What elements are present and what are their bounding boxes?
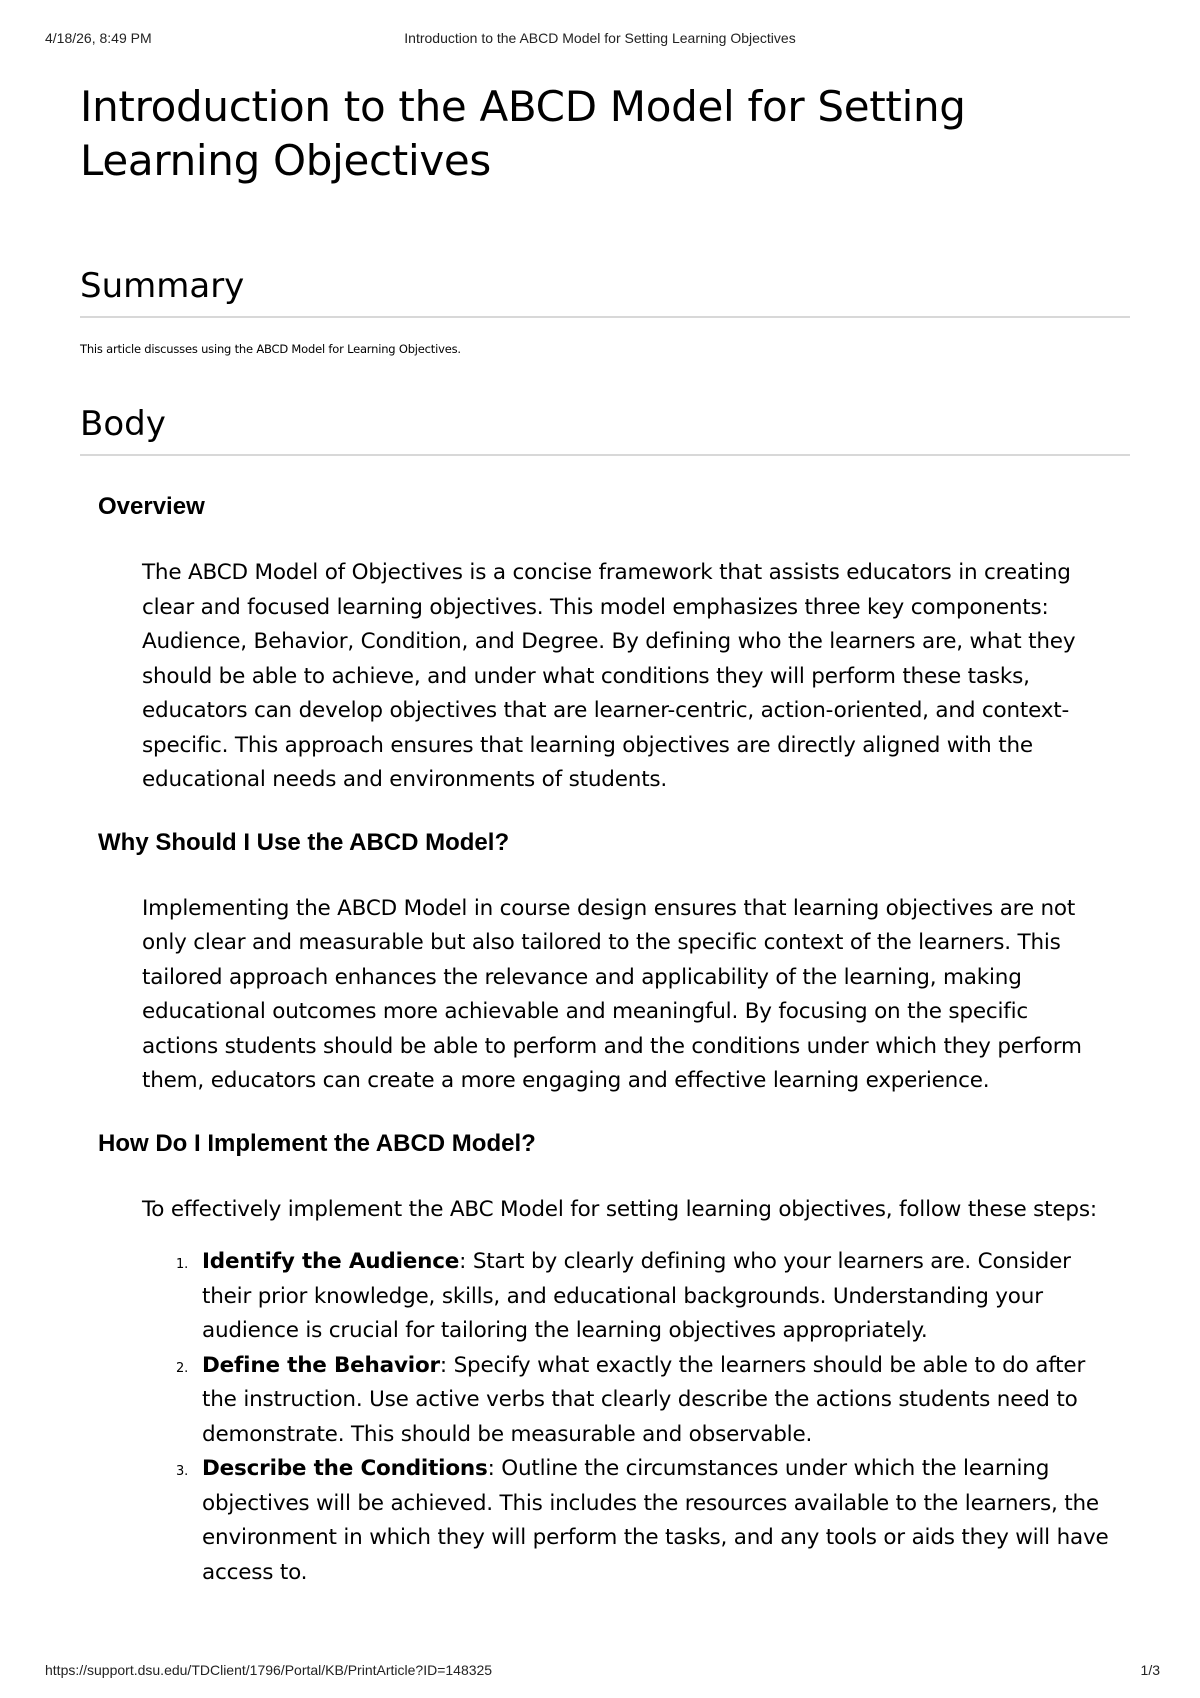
why-paragraph: Implementing the ABCD Model in course design ensures that learning objectives are not only clear and measurable but also tailored to the specific context of the learners. This tailored approach enhances the relevance and applicability of the learning, making educational outcomes more achievable and meaningful. By focusing on the specific actions students should be able to perform and the conditions under which they perform them, educators can create a more engaging and effective learning experience. xyxy=(142,895,1082,1093)
article-title: Introduction to the ABCD Model for Setting Learning Objectives xyxy=(80,82,966,185)
list-item xyxy=(176,1245,1122,1349)
body-divider xyxy=(80,454,1130,456)
how-paragraph: To effectively implement the ABC Model for setting learning objectives, follow these steps: xyxy=(142,1196,1097,1222)
why-heading: Why Should I Use the ABCD Model? xyxy=(98,828,510,856)
step-title: Identify the Audience xyxy=(202,1249,460,1274)
step-text: : Outline the circumstances under which the learning objectives will be achieved. This includes the resources available to the learners, the environment in which they will perform the tasks, and any tools or aids they will have access to. xyxy=(202,1456,1109,1585)
page-indicator: 1/3 xyxy=(1140,1662,1160,1678)
how-heading: How Do I Implement the ABCD Model? xyxy=(98,1129,536,1157)
summary-text: This article discusses using the ABCD Model for Learning Objectives. xyxy=(80,342,461,356)
print-url: https://support.dsu.edu/TDClient/1796/Portal/KB/PrintArticle?ID=148325 xyxy=(45,1662,493,1678)
body-heading: Body xyxy=(80,404,166,444)
step-text: : Start by clearly defining who your learners are. Consider their prior knowledge, skills, and educational backgrounds. Understanding your audience is crucial for tailoring the learning objectives appropriately. xyxy=(202,1249,1071,1343)
print-datetime: 4/18/26, 8:49 PM xyxy=(45,30,152,46)
steps-list xyxy=(80,1245,1122,1590)
print-page-title: Introduction to the ABCD Model for Setting Learning Objectives xyxy=(404,30,796,46)
step-title: Describe the Conditions xyxy=(202,1456,488,1481)
list-item xyxy=(176,1452,1122,1590)
article xyxy=(80,80,1130,1590)
summary-divider xyxy=(80,316,1130,318)
step-number: 3. xyxy=(176,1464,189,1479)
step-title: Define the Behavior xyxy=(202,1352,440,1378)
step-text: : Specify what exactly the learners should be able to do after the instruction. Use active verbs that clearly describe the actions students need to demonstrate. This should be measurable and observable. xyxy=(202,1352,1086,1447)
overview-heading: Overview xyxy=(98,493,205,520)
step-number: 1. xyxy=(176,1257,189,1272)
list-item xyxy=(176,1349,1122,1453)
summary-heading: Summary xyxy=(80,266,245,306)
overview-paragraph: The ABCD Model of Objectives is a concise framework that assists educators in creating clear and focused learning objectives. This model emphasizes three key components: Audience, Behavior, Condition, and Degree. By defining who the learners are, what they should be able to achieve, and under what conditions they will perform these tasks, educators can develop objectives that are learner-centric, action-oriented, and context-specific. This approach ensures that learning objectives are directly aligned with the educational needs and environments of students. xyxy=(142,560,1076,792)
step-number: 2. xyxy=(176,1360,189,1376)
